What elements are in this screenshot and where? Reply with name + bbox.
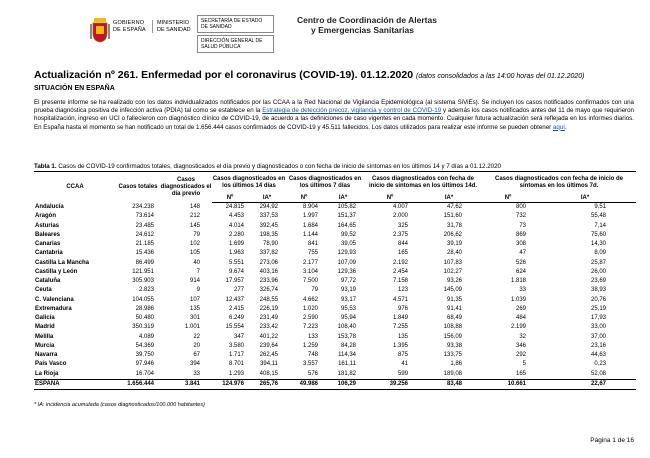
region-cell: Melilla — [35, 333, 54, 340]
value-cell: 2.454 — [392, 268, 408, 275]
value-cell: 22 — [193, 333, 200, 340]
value-cell: 108,88 — [443, 324, 462, 331]
value-cell: 7 — [196, 268, 200, 275]
value-cell: 294,92 — [259, 204, 278, 211]
value-cell: 95,53 — [340, 305, 356, 312]
value-cell: 599 — [397, 370, 408, 377]
value-cell: 4.014 — [228, 222, 244, 229]
region-cell: Castilla La Mancha — [35, 259, 90, 266]
value-cell: 33 — [519, 287, 526, 294]
value-cell: 305.903 — [132, 278, 154, 285]
value-cell: 135 — [189, 305, 200, 312]
value-cell: 7.223 — [302, 324, 318, 331]
value-cell: 145 — [189, 222, 200, 229]
value-cell: 2.590 — [302, 315, 318, 322]
value-cell: 4.662 — [302, 296, 318, 303]
value-cell: 748 — [307, 352, 318, 359]
value-cell: 7.158 — [392, 278, 408, 285]
value-cell: 394,11 — [260, 361, 278, 368]
table-row — [34, 305, 636, 314]
value-cell: 39,19 — [446, 241, 462, 248]
value-cell: 1.293 — [228, 370, 244, 377]
value-cell: 93,17 — [340, 296, 356, 303]
department-boxes — [197, 15, 274, 55]
value-cell: 6.249 — [228, 315, 244, 322]
value-cell: 7.255 — [392, 324, 408, 331]
value-cell: 325 — [397, 222, 408, 229]
value-cell: 75,60 — [590, 231, 606, 238]
value-cell: 105 — [189, 250, 200, 257]
value-cell: 12.437 — [225, 296, 244, 303]
page-number: Página 1 de 16 — [590, 437, 634, 444]
value-cell: 52,08 — [590, 370, 606, 377]
value-cell: 25,87 — [590, 259, 606, 266]
value-cell: 239,64 — [259, 342, 278, 349]
value-cell: 401,22 — [259, 333, 278, 340]
value-cell: 4.571 — [392, 296, 408, 303]
table-row — [34, 360, 636, 369]
coat-of-arms-icon — [90, 16, 110, 44]
value-cell: 800 — [515, 204, 526, 211]
value-cell: 231,49 — [259, 315, 278, 322]
value-cell: 73.614 — [135, 213, 154, 220]
strategy-link[interactable]: Estrategia de detección precoz, vigilancia y control de COVID-19 — [262, 107, 442, 115]
value-cell: 292 — [515, 352, 526, 359]
value-cell: 78,90 — [262, 241, 278, 248]
table-row — [34, 314, 636, 323]
value-cell: 93,38 — [446, 342, 462, 349]
value-cell: 624 — [515, 268, 526, 275]
subheader-n: Nº — [364, 194, 416, 203]
value-cell: 99,52 — [340, 231, 356, 238]
total-row — [34, 379, 636, 389]
value-cell: 337,82 — [259, 250, 278, 257]
value-cell: 17,93 — [590, 315, 606, 322]
value-cell: 91,35 — [446, 296, 462, 303]
value-cell: 1.395 — [392, 342, 408, 349]
table-row — [34, 231, 636, 240]
region-cell: Asturias — [35, 222, 60, 229]
value-cell: 124.976 — [212, 379, 248, 389]
table-row — [34, 212, 636, 221]
value-cell: 7.500 — [302, 278, 318, 285]
value-cell: 39,05 — [340, 241, 356, 248]
table-row — [34, 203, 636, 213]
value-cell: 41 — [401, 361, 408, 368]
value-cell: 2.375 — [392, 231, 408, 238]
value-cell: 97.946 — [135, 361, 154, 368]
value-cell: 54.369 — [135, 342, 154, 349]
value-cell: 1,86 — [450, 361, 462, 368]
value-cell: 576 — [307, 370, 318, 377]
value-cell: 484 — [515, 315, 526, 322]
value-cell: 153,78 — [337, 333, 356, 340]
data-source-link[interactable]: aquí — [552, 123, 565, 131]
value-cell: 102 — [189, 241, 200, 248]
value-cell: 2.177 — [302, 259, 318, 266]
value-cell: 22,67 — [534, 379, 636, 389]
value-cell: 95,94 — [340, 315, 356, 322]
value-cell: 67 — [193, 352, 200, 359]
region-cell: País Vasco — [35, 361, 67, 368]
value-cell: 0,23 — [594, 361, 606, 368]
region-cell: Ceuta — [35, 287, 52, 294]
value-cell: 869 — [515, 231, 526, 238]
subheader-n: Nº — [286, 194, 322, 203]
value-cell: 135 — [397, 333, 408, 340]
value-cell: 392,45 — [259, 222, 278, 229]
value-cell: 31,78 — [446, 222, 462, 229]
value-cell: 2.415 — [228, 305, 244, 312]
value-cell: 755 — [307, 250, 318, 257]
value-cell: 40 — [193, 259, 200, 266]
value-cell: 10.661 — [482, 379, 534, 389]
value-cell: 133,75 — [443, 352, 462, 359]
value-cell: 1.020 — [302, 305, 318, 312]
value-cell: 3.557 — [302, 361, 318, 368]
value-cell: 1.717 — [228, 352, 244, 359]
title-note: (datos consolidados a las 14:00 horas del 01.12.2020) — [415, 73, 585, 80]
value-cell: 206,62 — [443, 231, 462, 238]
value-cell: 9,51 — [594, 204, 606, 211]
value-cell: 129,36 — [337, 268, 356, 275]
value-cell: 326,74 — [259, 287, 278, 294]
value-cell: 9.674 — [228, 268, 244, 275]
value-cell: 121.951 — [132, 268, 154, 275]
region-cell: ESPAÑA — [34, 379, 116, 389]
value-cell: 269 — [515, 305, 526, 312]
cases-table — [34, 171, 636, 390]
value-cell: 37,00 — [590, 333, 606, 340]
table-row — [34, 342, 636, 351]
value-cell: 15.436 — [135, 250, 154, 257]
value-cell: 32 — [519, 333, 526, 340]
value-cell: 28,40 — [446, 250, 462, 257]
region-cell: Baleares — [35, 231, 61, 238]
value-cell: 165 — [515, 370, 526, 377]
value-cell: 233,96 — [259, 278, 278, 285]
table-row — [34, 268, 636, 277]
value-cell: 189,08 — [443, 370, 462, 377]
value-cell: 79 — [193, 231, 200, 238]
region-cell: Navarra — [35, 352, 58, 359]
col-header-symptoms-7d: Casos diagnosticados con fecha de inicio de síntomas en los últimos 7d. — [494, 176, 624, 189]
value-cell: 84,28 — [340, 342, 356, 349]
value-cell: 106,29 — [322, 379, 364, 389]
value-cell: 97,72 — [340, 278, 356, 285]
table-caption: Tabla 1. Casos de COVID-19 confirmados totales, diagnosticados el día previo y diagnosticados o con fecha de inicio de síntomas en los últimos 14 y 7 días a 01.12.2020 — [34, 163, 501, 170]
value-cell: 1.039 — [510, 296, 526, 303]
value-cell: 16.704 — [135, 370, 154, 377]
col-header-total: Casos totales — [118, 183, 158, 190]
value-cell: 107,83 — [443, 259, 462, 266]
value-cell: 277 — [233, 287, 244, 294]
value-cell: 50.480 — [135, 315, 154, 322]
government-label: GOBIERNO DE ESPAÑA — [113, 20, 146, 33]
region-cell: Madrid — [35, 324, 55, 331]
value-cell: 875 — [397, 352, 408, 359]
center-name: Centro de Coordinación de Alertas y Emergencias Sanitarias — [297, 15, 437, 35]
table-row — [34, 323, 636, 332]
region-cell: Cataluña — [35, 278, 61, 285]
value-cell: 105,82 — [337, 204, 356, 211]
value-cell: 526 — [515, 259, 526, 266]
value-cell: 233,42 — [259, 324, 278, 331]
value-cell: 4.089 — [138, 333, 154, 340]
value-cell: 86.499 — [135, 259, 154, 266]
value-cell: 108,40 — [337, 324, 356, 331]
value-cell: 403,16 — [259, 268, 278, 275]
value-cell: 104.055 — [132, 296, 154, 303]
table-row — [34, 249, 636, 258]
value-cell: 79 — [311, 287, 318, 294]
value-cell: 2.280 — [228, 231, 244, 238]
value-cell: 93,26 — [446, 278, 462, 285]
table-row — [34, 259, 636, 268]
subheader-ia: IA* — [248, 194, 286, 203]
value-cell: 4.453 — [228, 213, 244, 220]
value-cell: 33 — [193, 370, 200, 377]
value-cell: 732 — [515, 213, 526, 220]
value-cell: 93,19 — [340, 287, 356, 294]
value-cell: 55,48 — [590, 213, 606, 220]
table-row — [34, 370, 636, 380]
table-row — [34, 333, 636, 342]
value-cell: 26,00 — [590, 268, 606, 275]
intro-paragraph: El presente informe se ha realizado con los datos individualizados notificados por las CCAA a la Red Nacional de Vigilancia Epidemiológica (al sistema SiViEs). Se incluyen los casos notificados confirmados con una prueba diagnóstica positiva de infección activa (PDIA) tal como se establece en la Estrategia de detección precoz, vigilancia y control de COVID-19 y además los casos notificados antes del 11 de mayo que requirieron hospitalización, ingreso en UCI o fallecieron con diagnóstico clínico de COVID-19, de acuerdo a las definiciones de caso vigentes en cada momento. Cualquier futura actualización será reflejada en los informes diarios. En España hasta el momento se han notificado un total de 1.656.444 casos confirmados de COVID-19 y 45.511 fallecidos. Los datos utilizados para realizar este informe se pueden obtener aquí. — [34, 99, 635, 131]
value-cell: 394 — [189, 361, 200, 368]
value-cell: 1.963 — [228, 250, 244, 257]
value-cell: 14,30 — [590, 241, 606, 248]
value-cell: 4.007 — [392, 204, 408, 211]
value-cell: 3.580 — [228, 342, 244, 349]
value-cell: 2.000 — [392, 213, 408, 220]
region-cell: Canarias — [35, 241, 61, 248]
value-cell: 265,76 — [248, 379, 286, 389]
value-cell: 129,93 — [337, 250, 356, 257]
value-cell: 20 — [193, 342, 200, 349]
value-cell: 1.997 — [302, 213, 318, 220]
value-cell: 8,09 — [594, 250, 606, 257]
value-cell: 39.750 — [135, 352, 154, 359]
value-cell: 44,63 — [590, 352, 606, 359]
value-cell: 123 — [397, 287, 408, 294]
value-cell: 15.554 — [225, 324, 244, 331]
region-cell: Aragón — [35, 213, 56, 220]
value-cell: 181,82 — [337, 370, 356, 377]
value-cell: 49.986 — [286, 379, 322, 389]
value-cell: 1.818 — [510, 278, 526, 285]
value-cell: 301 — [189, 315, 200, 322]
value-cell: 2.823 — [138, 287, 154, 294]
value-cell: 156,09 — [443, 333, 462, 340]
value-cell: 107,09 — [337, 259, 356, 266]
value-cell: 5 — [522, 361, 526, 368]
value-cell: 234.238 — [132, 203, 154, 210]
value-cell: 7,14 — [594, 222, 606, 229]
region-cell: La Rioja — [35, 370, 59, 377]
value-cell: 83,48 — [416, 379, 482, 389]
value-cell: 248,55 — [259, 296, 278, 303]
col-header-symptoms-14d: Casos diagnosticados con fecha de inicio de síntomas en los últimos 14d. — [368, 176, 478, 189]
value-cell: 24.612 — [135, 231, 154, 238]
page-title: Actualización nº 261. Enfermedad por el coronavirus (COVID-19). 01.12.2020 (datos consolidados a las 14:00 horas del 01.12.2020) — [34, 69, 585, 81]
region-cell: Andalucía — [35, 203, 64, 210]
value-cell: 5.551 — [228, 259, 244, 266]
section-heading: SITUACIÓN EN ESPAÑA — [34, 85, 115, 92]
value-cell: 408,15 — [259, 370, 278, 377]
value-cell: 164,65 — [337, 222, 356, 229]
table-row — [34, 240, 636, 249]
value-cell: 39.256 — [364, 379, 416, 389]
value-cell: 976 — [397, 305, 408, 312]
subheader-n: Nº — [212, 194, 248, 203]
region-cell: Cantabria — [35, 250, 63, 257]
col-header-prev: Casos diagnosticados el día previo — [160, 177, 212, 197]
region-cell: Galicia — [35, 315, 55, 322]
value-cell: 1.684 — [302, 222, 318, 229]
value-cell: 1.001 — [184, 324, 200, 331]
region-cell: Murcia — [35, 342, 55, 349]
value-cell: 102,27 — [443, 268, 462, 275]
value-cell: 38,93 — [590, 287, 606, 294]
value-cell: 8.701 — [228, 361, 244, 368]
col-header-ccaa: CCAA — [66, 183, 84, 190]
value-cell: 1.259 — [302, 342, 318, 349]
footnote: * IA: incidencia acumulada (casos diagnosticados/100.000 habitantes) — [34, 402, 205, 408]
table-row — [34, 222, 636, 231]
value-cell: 226,19 — [259, 305, 278, 312]
value-cell: 350.319 — [132, 324, 154, 331]
value-cell: 844 — [397, 241, 408, 248]
value-cell: 114,34 — [338, 352, 356, 359]
col-header-14d: Casos diagnosticados en los últimos 14 días — [212, 176, 286, 189]
value-cell: 1.849 — [392, 315, 408, 322]
table-row — [34, 296, 636, 305]
value-cell: 107 — [189, 296, 200, 303]
government-logo — [90, 16, 200, 48]
value-cell: 1.656.444 — [116, 379, 160, 389]
value-cell: 308 — [515, 241, 526, 248]
value-cell: 151,60 — [443, 213, 462, 220]
value-cell: 1.144 — [302, 231, 318, 238]
value-cell: 212 — [189, 213, 200, 220]
value-cell: 23,69 — [590, 278, 606, 285]
subheader-ia: IA* — [322, 194, 364, 203]
subheader-n: Nº — [482, 194, 534, 203]
value-cell: 133 — [307, 333, 318, 340]
value-cell: 8.904 — [302, 204, 318, 211]
region-cell: C. Valenciana — [35, 296, 74, 303]
value-cell: 198,35 — [259, 231, 278, 238]
value-cell: 47,62 — [446, 204, 462, 211]
table-row — [34, 286, 636, 295]
value-cell: 2.199 — [510, 324, 526, 331]
value-cell: 165 — [397, 250, 408, 257]
value-cell: 337,53 — [259, 213, 278, 220]
subheader-ia: IA* — [534, 194, 636, 203]
value-cell: 47 — [519, 250, 526, 257]
value-cell: 262,45 — [259, 352, 278, 359]
value-cell: 347 — [233, 333, 244, 340]
value-cell: 68,49 — [446, 315, 462, 322]
value-cell: 273,06 — [259, 259, 278, 266]
value-cell: 21.185 — [135, 241, 154, 248]
value-cell: 91,41 — [446, 305, 462, 312]
value-cell: 151,37 — [337, 213, 356, 220]
table-body — [34, 203, 636, 390]
region-cell: Extremadura — [35, 305, 72, 312]
col-header-7d: Casos diagnosticados en los últimos 7 días — [288, 176, 362, 189]
value-cell: 20,76 — [590, 296, 606, 303]
secretary-box: SECRETARÍA DE ESTADO DE SANIDAD — [197, 15, 274, 33]
value-cell: 3.104 — [302, 268, 318, 275]
ministry-label: MINISTERIO DE SANIDAD — [152, 20, 191, 33]
value-cell: 346 — [515, 342, 526, 349]
value-cell: 9 — [196, 287, 200, 294]
value-cell: 28.986 — [135, 305, 154, 312]
value-cell: 23,16 — [590, 342, 606, 349]
value-cell: 1.699 — [228, 241, 244, 248]
value-cell: 33,00 — [590, 324, 606, 331]
value-cell: 23.485 — [135, 222, 154, 229]
value-cell: 914 — [189, 278, 200, 285]
value-cell: 24.815 — [225, 204, 244, 211]
value-cell: 148 — [189, 203, 200, 210]
value-cell: 841 — [307, 241, 318, 248]
value-cell: 73 — [519, 222, 526, 229]
value-cell: 2.192 — [392, 259, 408, 266]
subheader-ia: IA* — [416, 194, 482, 203]
value-cell: 17.957 — [225, 278, 244, 285]
table-row — [34, 351, 636, 360]
region-cell: Castilla y León — [35, 268, 78, 275]
value-cell: 3.841 — [160, 379, 212, 389]
directorate-box: DIRECCIÓN GENERAL DE SALUD PÚBLICA — [197, 35, 274, 53]
table-row — [34, 277, 636, 286]
value-cell: 161,11 — [338, 361, 356, 368]
value-cell: 25,19 — [590, 305, 606, 312]
value-cell: 145,09 — [443, 287, 462, 294]
